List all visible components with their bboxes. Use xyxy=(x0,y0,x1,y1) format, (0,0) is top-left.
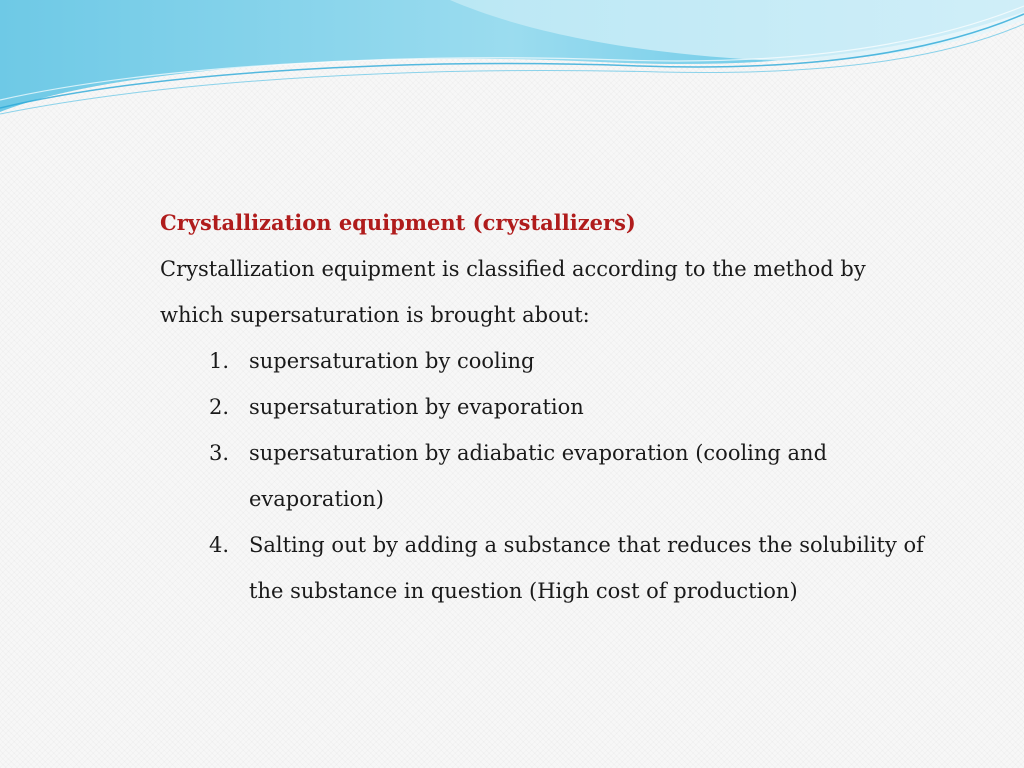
list-item-number: 3. xyxy=(209,441,230,465)
header-wave-decoration xyxy=(0,0,1024,130)
slide-content xyxy=(160,204,960,614)
list-item xyxy=(160,338,939,384)
list-item xyxy=(160,430,939,522)
slide-heading: Crystallization equipment (crystallizers) xyxy=(160,210,636,235)
list-item xyxy=(160,384,939,430)
list-item-number: 1. xyxy=(209,349,230,373)
list-item xyxy=(160,522,939,614)
list-item-text: supersaturation by evaporation xyxy=(249,395,584,419)
method-list xyxy=(160,338,960,614)
list-item-number: 2. xyxy=(209,395,230,419)
list-item-number: 4. xyxy=(209,533,230,557)
intro-paragraph: Crystallization equipment is classified according to the method by which supersaturation is brought about: xyxy=(160,257,866,327)
list-item-text: supersaturation by cooling xyxy=(249,349,535,373)
list-item-text: Salting out by adding a substance that reduces the solubility of the substance in question (High cost of production) xyxy=(249,533,924,603)
list-item-text: supersaturation by adiabatic evaporation (cooling and evaporation) xyxy=(249,441,828,511)
